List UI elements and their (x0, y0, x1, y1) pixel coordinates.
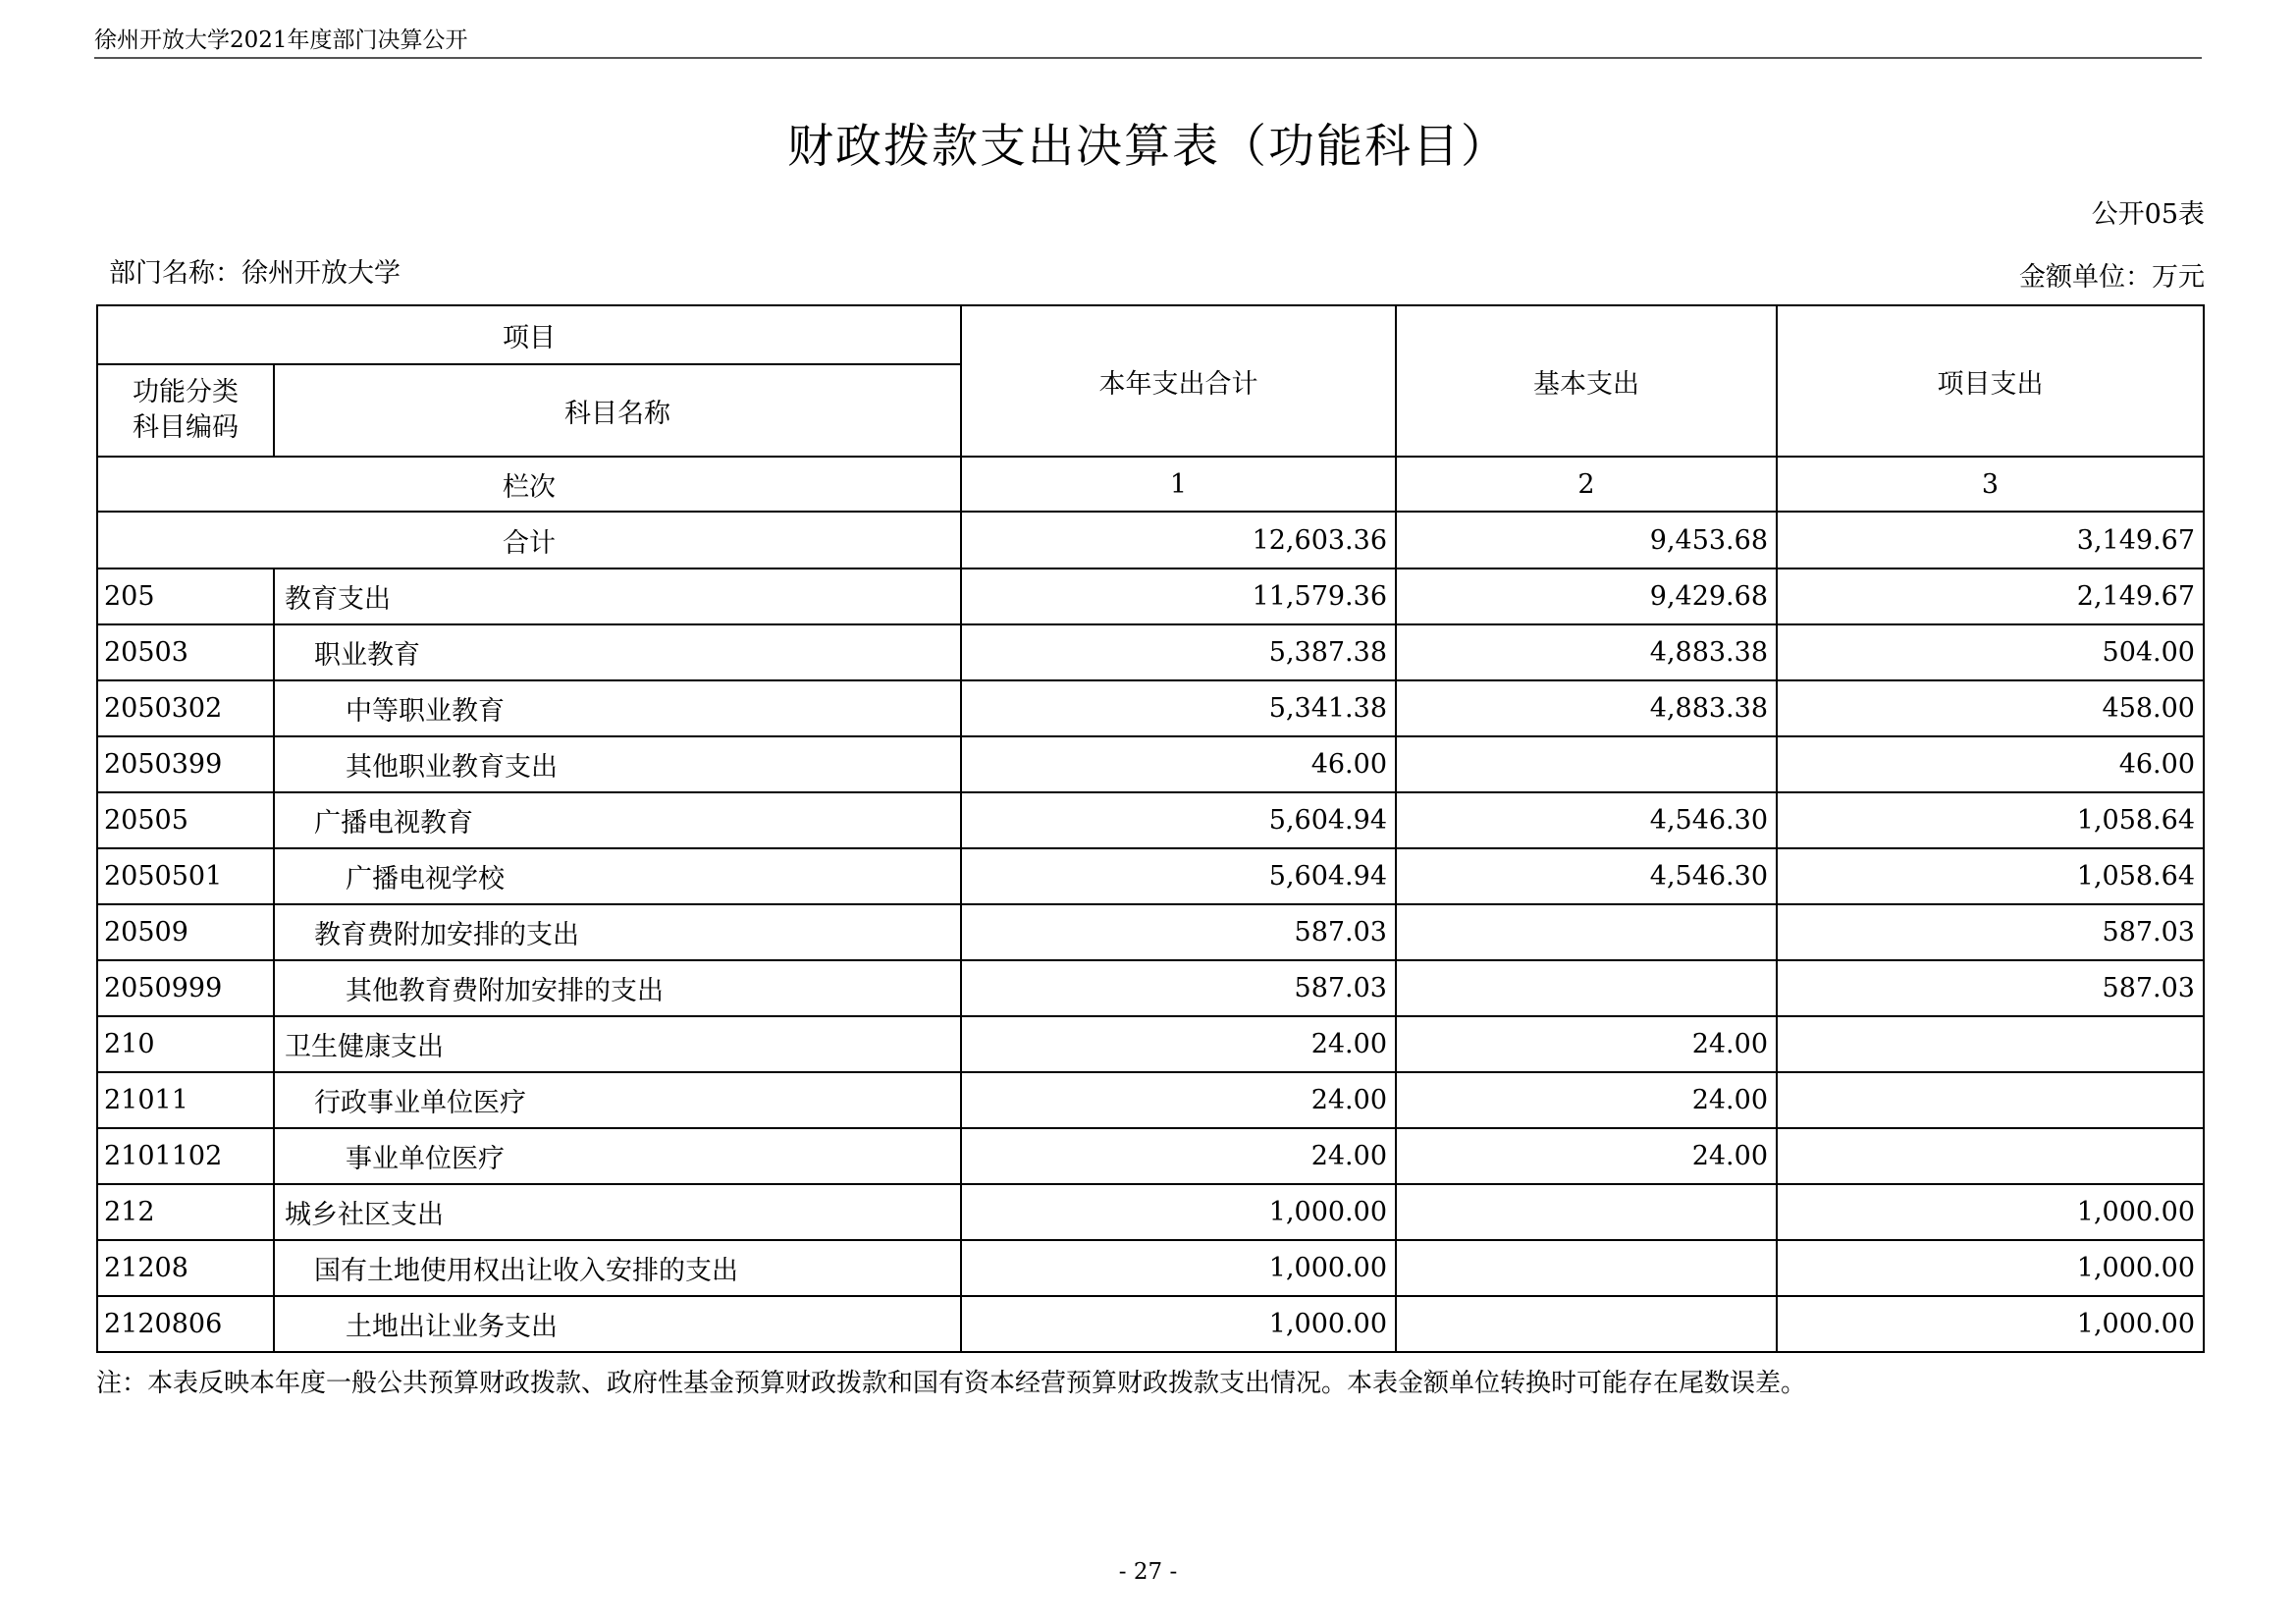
header-project-expenditure: 项目支出 (1777, 305, 2204, 457)
total-cell: 12,603.36 (961, 512, 1396, 568)
project-cell: 1,058.64 (1777, 848, 2204, 904)
table-row (97, 848, 2204, 904)
total-cell: 587.03 (961, 960, 1396, 1016)
header-name: 科目名称 (274, 364, 961, 457)
code-cell: 20505 (97, 792, 274, 848)
table-row (97, 680, 2204, 736)
project-cell: 504.00 (1777, 624, 2204, 680)
total-cell: 1,000.00 (961, 1296, 1396, 1352)
col-index: 1 (961, 457, 1396, 512)
total-cell: 5,604.94 (961, 792, 1396, 848)
project-cell: 587.03 (1777, 904, 2204, 960)
col-index: 2 (1396, 457, 1777, 512)
total-cell: 3,149.67 (1777, 512, 2204, 568)
basic-cell: 4,883.38 (1396, 680, 1777, 736)
code-cell: 212 (97, 1184, 274, 1240)
amount-unit: 金额单位：万元 (2019, 262, 2205, 293)
table-row (97, 736, 2204, 792)
project-cell (1777, 1016, 2204, 1072)
total-cell: 24.00 (961, 1128, 1396, 1184)
name-cell: 事业单位医疗 (274, 1128, 961, 1184)
table-row (97, 1128, 2204, 1184)
code-cell: 20503 (97, 624, 274, 680)
total-cell: 1,000.00 (961, 1240, 1396, 1296)
basic-cell: 24.00 (1396, 1072, 1777, 1128)
total-cell: 5,341.38 (961, 680, 1396, 736)
project-cell (1777, 1072, 2204, 1128)
name-cell: 卫生健康支出 (274, 1016, 961, 1072)
total-cell: 9,453.68 (1396, 512, 1777, 568)
table-row (97, 792, 2204, 848)
name-cell: 城乡社区支出 (274, 1184, 961, 1240)
page-number: - 27 - (1118, 1559, 1178, 1585)
table-row (97, 960, 2204, 1016)
name-cell: 广播电视教育 (274, 792, 961, 848)
table-row (97, 568, 2204, 624)
code-cell: 21208 (97, 1240, 274, 1296)
form-code: 公开05表 (2091, 199, 2205, 230)
table-row (97, 1296, 2204, 1352)
footnote: 注：本表反映本年度一般公共预算财政拨款、政府性基金预算财政拨款和国有资本经营预算财政拨款支出情况。本表金额单位转换时可能存在尾数误差。 (96, 1369, 1807, 1398)
name-cell: 其他职业教育支出 (274, 736, 961, 792)
project-cell: 1,000.00 (1777, 1296, 2204, 1352)
name-cell: 其他教育费附加安排的支出 (274, 960, 961, 1016)
total-cell: 1,000.00 (961, 1184, 1396, 1240)
name-cell: 国有土地使用权出让收入安排的支出 (274, 1240, 961, 1296)
basic-cell: 9,429.68 (1396, 568, 1777, 624)
basic-cell (1396, 1240, 1777, 1296)
table-row (97, 624, 2204, 680)
code-cell: 2101102 (97, 1128, 274, 1184)
name-cell: 土地出让业务支出 (274, 1296, 961, 1352)
header-code: 功能分类 科目编码 (97, 364, 274, 457)
code-cell: 205 (97, 568, 274, 624)
total-label: 合计 (97, 512, 961, 568)
basic-cell (1396, 1184, 1777, 1240)
project-cell: 1,058.64 (1777, 792, 2204, 848)
header-project: 项目 (97, 305, 961, 364)
total-cell: 46.00 (961, 736, 1396, 792)
total-cell: 587.03 (961, 904, 1396, 960)
total-cell: 24.00 (961, 1016, 1396, 1072)
basic-cell: 4,546.30 (1396, 792, 1777, 848)
table-row (97, 1016, 2204, 1072)
total-cell: 11,579.36 (961, 568, 1396, 624)
total-cell: 5,387.38 (961, 624, 1396, 680)
name-cell: 广播电视学校 (274, 848, 961, 904)
code-cell: 20509 (97, 904, 274, 960)
name-cell: 职业教育 (274, 624, 961, 680)
project-cell: 587.03 (1777, 960, 2204, 1016)
page-title: 财政拨款支出决算表（功能科目） (787, 120, 1509, 174)
project-cell: 2,149.67 (1777, 568, 2204, 624)
basic-cell (1396, 960, 1777, 1016)
name-cell: 教育费附加安排的支出 (274, 904, 961, 960)
code-cell: 21011 (97, 1072, 274, 1128)
department-name: 部门名称：徐州开放大学 (109, 258, 400, 289)
code-cell: 2050399 (97, 736, 274, 792)
total-cell: 5,604.94 (961, 848, 1396, 904)
basic-cell: 24.00 (1396, 1016, 1777, 1072)
project-cell: 1,000.00 (1777, 1240, 2204, 1296)
project-cell (1777, 1128, 2204, 1184)
code-cell: 210 (97, 1016, 274, 1072)
basic-cell: 24.00 (1396, 1128, 1777, 1184)
code-cell: 2050302 (97, 680, 274, 736)
header-total: 本年支出合计 (961, 305, 1396, 457)
col-index: 3 (1777, 457, 2204, 512)
code-cell: 2050501 (97, 848, 274, 904)
project-cell: 46.00 (1777, 736, 2204, 792)
document-header: 徐州开放大学2021年度部门决算公开 (94, 27, 468, 53)
table-row (97, 1184, 2204, 1240)
basic-cell: 4,546.30 (1396, 848, 1777, 904)
expenditure-table (96, 304, 2205, 1353)
total-cell: 24.00 (961, 1072, 1396, 1128)
name-cell: 行政事业单位医疗 (274, 1072, 961, 1128)
project-cell: 458.00 (1777, 680, 2204, 736)
basic-cell (1396, 736, 1777, 792)
code-cell: 2120806 (97, 1296, 274, 1352)
table-row (97, 1240, 2204, 1296)
table-row (97, 904, 2204, 960)
header-divider (94, 57, 2202, 59)
basic-cell: 4,883.38 (1396, 624, 1777, 680)
header-basic: 基本支出 (1396, 305, 1777, 457)
row-index-label: 栏次 (97, 457, 961, 512)
total-row (97, 512, 2204, 568)
basic-cell (1396, 1296, 1777, 1352)
name-cell: 教育支出 (274, 568, 961, 624)
code-cell: 2050999 (97, 960, 274, 1016)
name-cell: 中等职业教育 (274, 680, 961, 736)
project-cell: 1,000.00 (1777, 1184, 2204, 1240)
basic-cell (1396, 904, 1777, 960)
table-row (97, 1072, 2204, 1128)
